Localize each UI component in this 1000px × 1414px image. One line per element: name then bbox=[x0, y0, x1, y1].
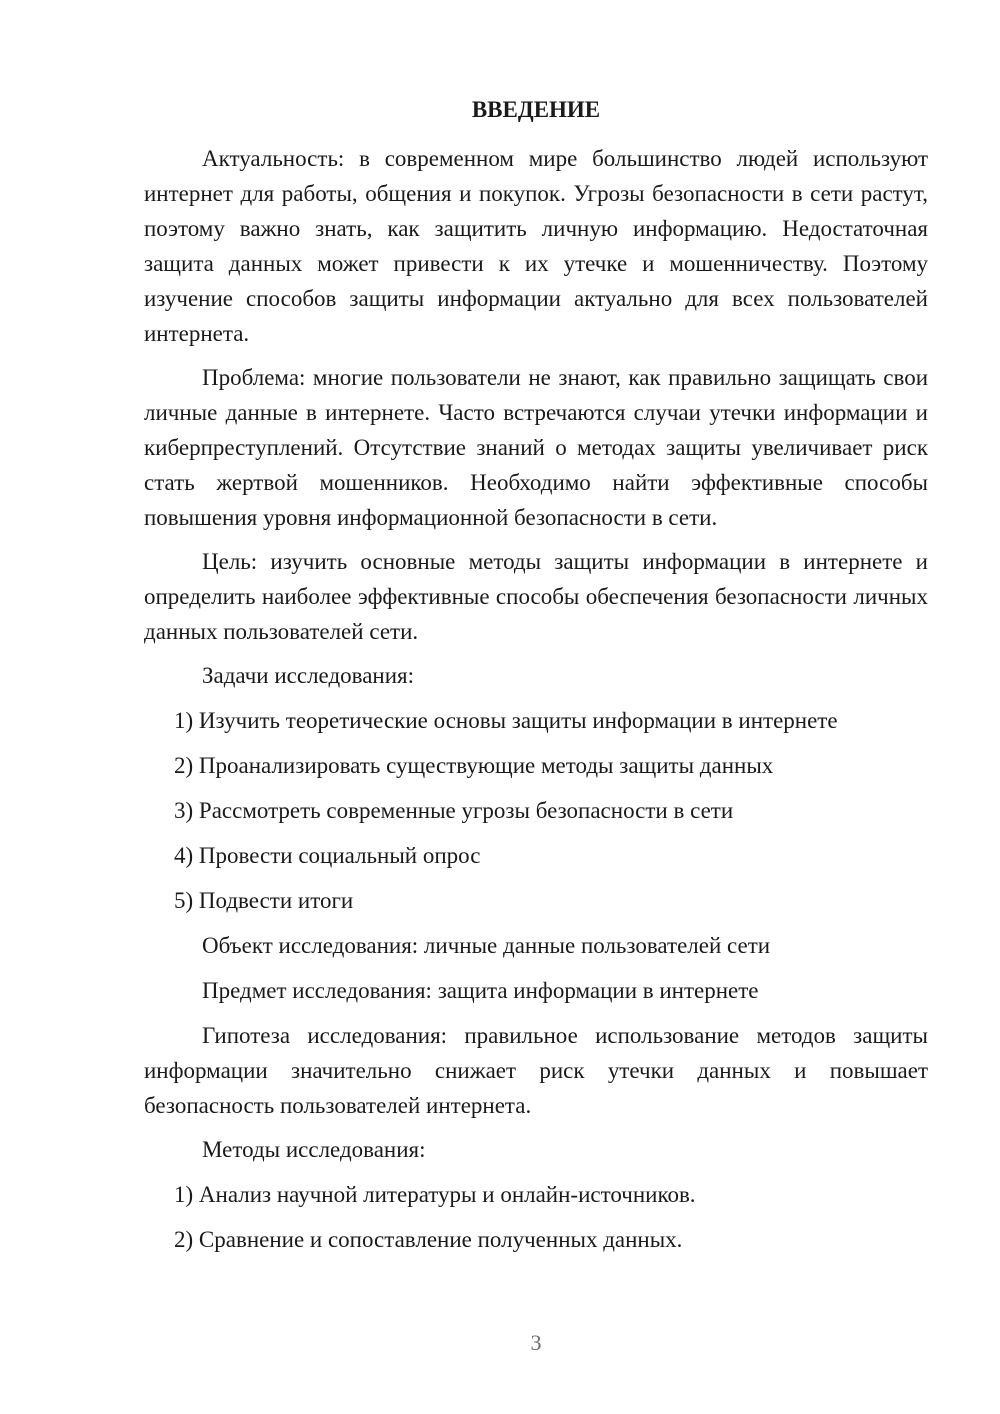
page-content bbox=[144, 92, 928, 1267]
goal-paragraph: Цель: изучить основные методы защиты информации в интернете и определить наиболее эффективные способы обеспечения безопасности личных данных пользователей сети. bbox=[144, 549, 928, 644]
subject-line: Предмет исследования: защита информации в интернете bbox=[202, 978, 759, 1003]
relevance-paragraph: Актуальность: в современном мире большинство людей используют интернет для работы, общения и покупок. Угрозы безопасности в сети растут, поэтому важно знать, как защитить личную информацию. Недостаточная защита данных может привести к их утечке и мошенничеству. Поэтому изучение способов защиты информации актуально для всех пользователей интернета. bbox=[144, 146, 928, 346]
list-item: 3) Рассмотреть современные угрозы безопасности в сети bbox=[174, 798, 734, 823]
page-number: 3 bbox=[530, 1330, 542, 1355]
list-item: 4) Провести социальный опрос bbox=[174, 843, 481, 868]
methods-label: Методы исследования: bbox=[202, 1137, 426, 1162]
list-item: 2) Сравнение и сопоставление полученных данных. bbox=[174, 1227, 683, 1252]
problem-paragraph: Проблема: многие пользователи не знают, как правильно защищать свои личные данные в интернете. Часто встречаются случаи утечки информации и киберпреступлений. Отсутствие знаний о методах защиты увеличивает риск стать жертвой мошенников. Необходимо найти эффективные способы повышения уровня информационной безопасности в сети. bbox=[144, 365, 928, 530]
tasks-label: Задачи исследования: bbox=[202, 663, 415, 688]
object-line: Объект исследования: личные данные пользователей сети bbox=[202, 933, 771, 958]
list-item: 2) Проанализировать существующие методы защиты данных bbox=[174, 753, 774, 778]
tasks-list bbox=[144, 703, 928, 918]
list-item: 1) Изучить теоретические основы защиты информации в интернете bbox=[174, 708, 838, 733]
section-heading: ВВЕДЕНИЕ bbox=[471, 97, 601, 122]
list-item: 5) Подвести итоги bbox=[174, 888, 354, 913]
list-item: 1) Анализ научной литературы и онлайн-источников. bbox=[174, 1182, 696, 1207]
hypothesis-paragraph: Гипотеза исследования: правильное использование методов защиты информации значительно снижает риск утечки данных и повышает безопасность пользователей интернета. bbox=[144, 1023, 928, 1118]
methods-list bbox=[144, 1177, 928, 1257]
